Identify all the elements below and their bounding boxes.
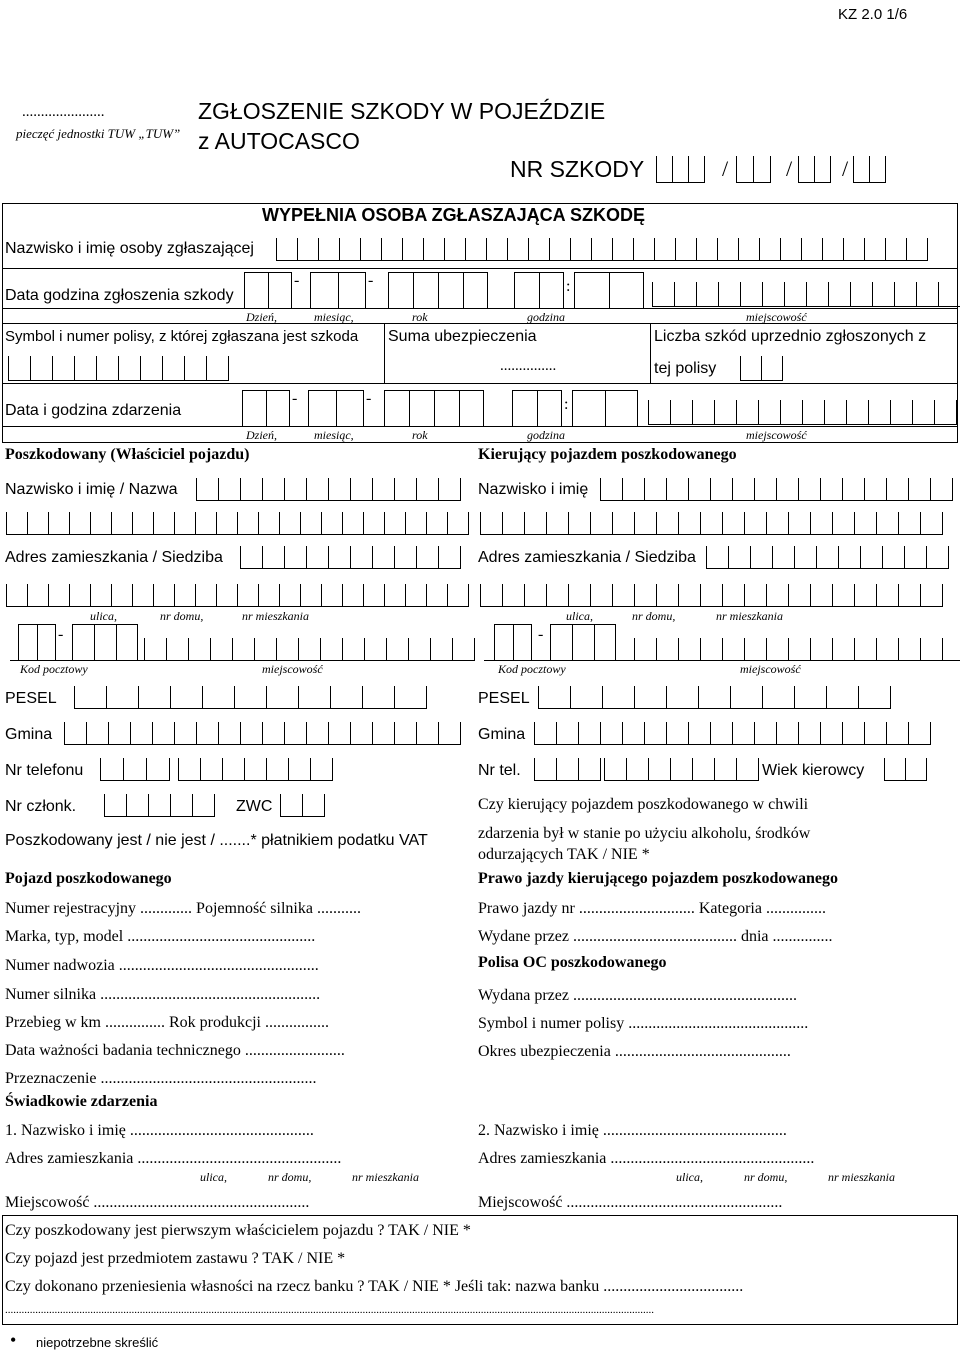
owner-name-field[interactable] — [196, 478, 461, 501]
divider — [537, 390, 538, 426]
section-header: WYPEŁNIA OSOBA ZGŁASZAJĄCA SZKODĘ — [262, 205, 646, 225]
cap-street: ulica, — [566, 609, 593, 623]
first-owner-question[interactable]: Czy poszkodowany jest pierwszym właścicielem pojazdu ? TAK / NIE * — [5, 1222, 471, 1239]
nr-szkody-label: NR SZKODY — [510, 156, 645, 182]
inspection-row[interactable]: Data ważności badania technicznego ......................... — [5, 1042, 345, 1059]
purpose-row[interactable]: Przeznaczenie ...................................................... — [5, 1070, 317, 1087]
divider — [268, 272, 269, 308]
dash: - — [292, 390, 298, 407]
owner-name-field-2[interactable] — [6, 512, 469, 535]
divider — [539, 272, 540, 308]
vat-statement[interactable]: Poszkodowany jest / nie jest / .......* płatnikiem podatku VAT — [5, 832, 428, 849]
driver-phone-number[interactable] — [604, 758, 759, 781]
oc-period-row[interactable]: Okres ubezpieczenia ............................................ — [478, 1043, 791, 1060]
cap-day: Dzień, — [246, 428, 277, 442]
dash: - — [368, 272, 374, 289]
driver-phone-prefix[interactable] — [534, 758, 601, 781]
alcohol-question-1: Czy kierujący pojazdem poszkodowanego w chwili — [478, 796, 809, 813]
cap-flat: nr mieszkania — [242, 609, 309, 623]
divider — [266, 390, 267, 426]
cap-place: miejscowość — [746, 310, 807, 324]
owner-name-label: Nazwisko i imię / Nazwa — [5, 481, 178, 498]
divider — [459, 390, 460, 426]
sum-insured-dots[interactable]: ............... — [500, 358, 557, 374]
cap-street: ulica, — [200, 1170, 227, 1184]
applicant-name-label: Nazwisko i imię osoby zgłaszającej — [5, 240, 254, 257]
driver-name-field-2[interactable] — [480, 512, 943, 535]
zwc-field[interactable] — [280, 794, 325, 817]
driver-name-label: Nazwisko i imię — [478, 481, 589, 498]
bank-transfer-question[interactable]: Czy dokonano przeniesienia własności na rzecz banku ? TAK / NIE * Jeśli tak: nazwa banku ................................... — [5, 1278, 744, 1295]
owner-commune-field[interactable] — [64, 722, 461, 745]
divider — [94, 624, 95, 660]
policy-symbol-label: Symbol i numer polisy, z której zgłaszana jest szkoda — [5, 328, 359, 345]
divider — [2, 426, 958, 427]
driver-age-field[interactable] — [884, 758, 927, 781]
witness-1-address[interactable]: Adres zamieszkania ................................................... — [5, 1150, 342, 1167]
witness-1-name[interactable]: 1. Nazwisko i imię .............................................. — [5, 1122, 314, 1139]
driver-city-field[interactable] — [634, 638, 960, 661]
driver-pesel-field[interactable] — [538, 686, 891, 709]
witness-2-city[interactable]: Miejscowość ...................................................... — [478, 1194, 783, 1211]
driver-pesel-label: PESEL — [478, 690, 530, 707]
cap-hour: godzina — [527, 310, 566, 324]
incident-place-field[interactable] — [648, 400, 957, 425]
driver-heading: Kierujący pojazdem poszkodowanego — [478, 446, 737, 463]
driver-age-label: Wiek kierowcy — [762, 762, 865, 779]
driver-address-field-2[interactable] — [480, 584, 943, 607]
make-model-row[interactable]: Marka, typ, model ............................................... — [5, 928, 316, 945]
oc-policy-number-row[interactable]: Symbol i numer polisy ............................................. — [478, 1015, 809, 1032]
report-date-label: Data godzina zgłoszenia szkody — [5, 287, 234, 304]
driver-address-label: Adres zamieszkania / Siedziba — [478, 549, 696, 566]
stamp-dots: ...................... — [22, 104, 105, 120]
slash-3: / — [842, 156, 849, 181]
cap-month: miesiąc, — [314, 428, 354, 442]
divider — [438, 272, 439, 308]
divider — [2, 323, 958, 324]
form-subtitle: z AUTOCASCO — [198, 128, 360, 154]
divider — [338, 272, 339, 308]
zwc-label: ZWC — [236, 798, 273, 815]
licence-number-row[interactable]: Prawo jazdy nr ............................. Kategoria ............... — [478, 900, 826, 917]
cap-year: rok — [412, 310, 428, 324]
registration-row[interactable]: Numer rejestracyjny ............. Pojemność silnika ........... — [5, 900, 361, 917]
witness-1-city[interactable]: Miejscowość ...................................................... — [5, 1194, 310, 1211]
cap-street: ulica, — [676, 1170, 703, 1184]
divider — [384, 323, 385, 383]
incident-date-label: Data i godzina zdarzenia — [5, 402, 182, 419]
cap-postcode: Kod pocztowy — [498, 662, 566, 676]
divider — [409, 390, 410, 426]
oc-policy-heading: Polisa OC poszkodowanego — [478, 954, 667, 971]
cap-house: nr domu, — [160, 609, 204, 623]
divider — [37, 624, 38, 660]
member-number-field[interactable] — [104, 794, 215, 817]
divider — [609, 272, 610, 308]
cap-house: nr domu, — [632, 609, 676, 623]
policy-number-field[interactable] — [8, 356, 229, 381]
owner-pesel-field[interactable] — [74, 686, 427, 709]
cap-house: nr domu, — [268, 1170, 312, 1184]
cap-day: Dzień, — [246, 310, 277, 324]
owner-phone-prefix[interactable] — [100, 758, 170, 781]
bank-name-dots[interactable]: ............................................................................................................................................................................................................................................ — [5, 1304, 654, 1316]
prior-claims-field[interactable] — [740, 356, 783, 381]
owner-address-field-2[interactable] — [6, 584, 469, 607]
dash: - — [294, 272, 300, 289]
mileage-row[interactable]: Przebieg w km ............... Rok produkcji ................ — [5, 1014, 329, 1031]
divider — [594, 624, 595, 660]
witnesses-heading: Świadkowie zdarzenia — [5, 1093, 158, 1110]
divider — [2, 383, 958, 384]
divider — [605, 390, 606, 426]
bullet-icon: • — [10, 1330, 17, 1350]
divider — [650, 323, 651, 383]
divider — [2, 268, 958, 269]
nr-szkody-box-4[interactable] — [853, 156, 886, 183]
owner-city-field[interactable] — [144, 638, 475, 661]
cap-year: rok — [412, 428, 428, 442]
vehicle-heading: Pojazd poszkodowanego — [5, 870, 172, 887]
slash-2: / — [786, 156, 793, 181]
licence-issuer-row[interactable]: Wydane przez ......................................... dnia ............... — [478, 928, 833, 945]
cap-month: miesiąc, — [314, 310, 354, 324]
driver-commune-field[interactable] — [534, 722, 931, 745]
owner-pesel-label: PESEL — [5, 690, 57, 707]
alcohol-question-2: zdarzenia był w stanie po użyciu alkoholu, środków — [478, 825, 811, 842]
colon: : — [564, 396, 569, 413]
divider — [572, 624, 573, 660]
owner-commune-label: Gmina — [5, 726, 53, 743]
dash: - — [58, 626, 64, 643]
owner-postcode-box-2[interactable] — [72, 624, 138, 660]
driver-phone-label: Nr tel. — [478, 762, 521, 779]
divider — [2, 308, 958, 309]
owner-heading: Poszkodowany (Właściciel pojazdu) — [5, 446, 250, 463]
divider — [484, 660, 954, 661]
prior-claims-label: Liczba szkód uprzednio zgłoszonych z — [654, 328, 927, 345]
oc-issuer-row[interactable]: Wydana przez ........................................................ — [478, 987, 797, 1004]
cap-street: ulica, — [90, 609, 117, 623]
member-number-label: Nr członk. — [5, 798, 77, 815]
colon: : — [566, 278, 571, 295]
divider — [413, 272, 414, 308]
report-place-field[interactable] — [652, 282, 960, 307]
stamp-label: pieczęć jednostki TUW „TUW” — [16, 126, 181, 141]
owner-phone-label: Nr telefonu — [5, 762, 84, 779]
driver-name-field[interactable] — [600, 478, 953, 501]
cap-city: miejscowość — [262, 662, 323, 676]
cap-flat: nr mieszkania — [716, 609, 783, 623]
form-title: ZGŁOSZENIE SZKODY W POJEŹDZIE — [198, 98, 606, 124]
cap-house: nr domu, — [744, 1170, 788, 1184]
owner-phone-number[interactable] — [178, 758, 333, 781]
slash-1: / — [722, 156, 729, 181]
pledge-question[interactable]: Czy pojazd jest przedmiotem zastawu ? TAK / NIE * — [5, 1250, 346, 1267]
page-id: KZ 2.0 1/6 — [838, 6, 908, 23]
nr-szkody-box-1[interactable] — [656, 156, 705, 183]
nr-szkody-box-2[interactable] — [736, 156, 771, 183]
vin-row[interactable]: Numer nadwozia .................................................. — [5, 957, 319, 974]
cap-flat: nr mieszkania — [352, 1170, 419, 1184]
cap-postcode: Kod pocztowy — [20, 662, 88, 676]
divider — [336, 390, 337, 426]
sum-insured-label: Suma ubezpieczenia — [388, 328, 537, 345]
prior-claims-label-2: tej polisy — [654, 360, 717, 377]
dash: - — [366, 390, 372, 407]
driver-address-field[interactable] — [706, 546, 949, 569]
dash: - — [538, 626, 544, 643]
alcohol-question-3[interactable]: odurzających TAK / NIE * — [478, 846, 650, 863]
witness-2-address[interactable]: Adres zamieszkania ................................................... — [478, 1150, 815, 1167]
driver-postcode-box-2[interactable] — [550, 624, 616, 660]
divider — [463, 272, 464, 308]
owner-address-label: Adres zamieszkania / Siedziba — [5, 549, 223, 566]
engine-number-row[interactable]: Numer silnika ....................................................... — [5, 986, 321, 1003]
owner-address-field[interactable] — [240, 546, 461, 569]
cap-hour: godzina — [527, 428, 566, 442]
cap-city: miejscowość — [740, 662, 801, 676]
licence-heading: Prawo jazdy kierującego pojazdem poszkodowanego — [478, 870, 838, 887]
divider — [10, 660, 460, 661]
nr-szkody-box-3[interactable] — [798, 156, 831, 183]
cap-place: miejscowość — [746, 428, 807, 442]
cap-flat: nr mieszkania — [828, 1170, 895, 1184]
footnote: niepotrzebne skreślić — [36, 1335, 159, 1350]
applicant-name-field[interactable] — [276, 238, 928, 261]
divider — [116, 624, 117, 660]
witness-2-name[interactable]: 2. Nazwisko i imię .............................................. — [478, 1122, 787, 1139]
divider — [513, 624, 514, 660]
divider — [434, 390, 435, 426]
driver-commune-label: Gmina — [478, 726, 526, 743]
